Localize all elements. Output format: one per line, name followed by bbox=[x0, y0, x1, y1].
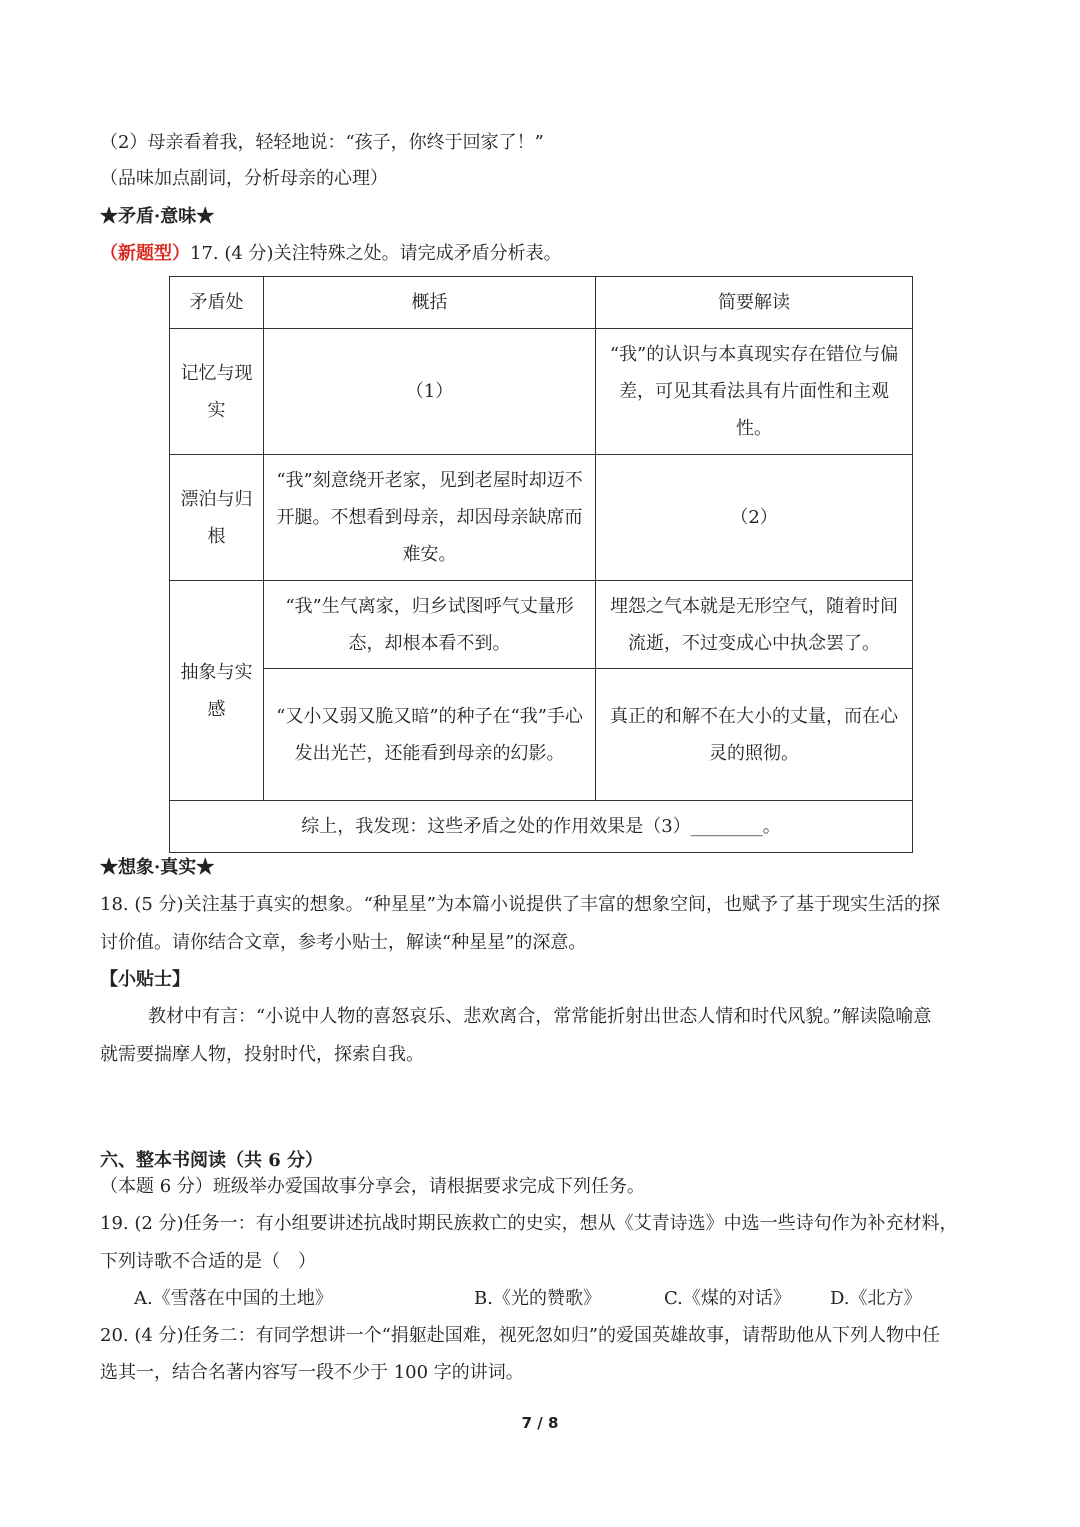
q19-option-c: C.《煤的对话》 bbox=[664, 1288, 791, 1309]
new-question-tag: （新题型） bbox=[100, 243, 190, 264]
row-name-cell: 抽象与实感 bbox=[170, 581, 264, 801]
q16-hint: （品味加点副词，分析母亲的心理） bbox=[100, 168, 388, 189]
table-row bbox=[170, 455, 913, 581]
q19-line1: 19. (2 分)任务一：有小组要讲述抗战时期民族救亡的史实，想从《艾青诗选》中选一些诗句作为补充材料， bbox=[100, 1213, 958, 1234]
row-name-cell: 记忆与现实 bbox=[170, 329, 264, 455]
section6-title: 六、整本书阅读（共 6 分） bbox=[100, 1150, 324, 1171]
contradiction-table bbox=[169, 276, 913, 853]
table-row bbox=[170, 669, 913, 801]
q20-line2: 选其一，结合名著内容写一段不少于 100 字的讲词。 bbox=[100, 1362, 524, 1383]
header-cell: 矛盾处 bbox=[170, 277, 264, 329]
q18-line2: 讨价值。请你结合文章，参考小贴士，解读“种星星”的深意。 bbox=[100, 932, 587, 953]
section-imagination-heading: ★想象·真实★ bbox=[100, 857, 215, 878]
header-cell: 简要解读 bbox=[596, 277, 913, 329]
header-cell: 概括 bbox=[263, 277, 595, 329]
reading-cell: 真正的和解不在大小的丈量，而在心灵的照彻。 bbox=[596, 669, 913, 801]
table-row bbox=[170, 329, 913, 455]
summary-cell: “又小又弱又脆又暗”的种子在“我”手心发出光芒，还能看到母亲的幻影。 bbox=[263, 669, 595, 801]
q18-line1: 18. (5 分)关注基于真实的想象。“种星星”为本篇小说提供了丰富的想象空间，也赋予了基于现实生活的探 bbox=[100, 894, 940, 915]
q16-item2: （2）母亲看着我，轻轻地说：“孩子，你终于回家了！” bbox=[100, 132, 544, 153]
page-number: 7 / 8 bbox=[521, 1414, 559, 1432]
q20-line1: 20. (4 分)任务二：有同学想讲一个“捐躯赴国难，视死忽如归”的爱国英雄故事，请帮助他从下列人物中任 bbox=[100, 1325, 940, 1346]
summary-cell: “我”生气离家，归乡试图呼气丈量形态，却根本看不到。 bbox=[263, 581, 595, 669]
q19-option-d: D.《北方》 bbox=[830, 1288, 922, 1309]
section-contradiction-heading: ★矛盾·意味★ bbox=[100, 206, 215, 227]
section6-intro: （本题 6 分）班级举办爱国故事分享会，请根据要求完成下列任务。 bbox=[100, 1176, 645, 1197]
reading-answer-slot: （2） bbox=[596, 455, 913, 581]
q17-question bbox=[100, 241, 562, 267]
q19-option-a: A.《雪落在中国的土地》 bbox=[134, 1288, 333, 1309]
q19-option-b: B.《光的赞歌》 bbox=[474, 1288, 601, 1309]
tip-title: 【小贴士】 bbox=[100, 969, 190, 990]
reading-cell: “我”的认识与本真现实存在错位与偏差，可见其看法具有片面性和主观性。 bbox=[596, 329, 913, 455]
table-footer: 综上，我发现：这些矛盾之处的作用效果是（3）________。 bbox=[170, 801, 913, 853]
table-footer-row bbox=[170, 801, 913, 853]
reading-cell: 埋怨之气本就是无形空气，随着时间流逝，不过变成心中执念罢了。 bbox=[596, 581, 913, 669]
q17-text: 17. (4 分)关注特殊之处。请完成矛盾分析表。 bbox=[190, 243, 562, 264]
summary-answer-slot: （1） bbox=[263, 329, 595, 455]
q19-line2: 下列诗歌不合适的是（ ） bbox=[100, 1251, 316, 1272]
tip-line2: 就需要揣摩人物，投射时代，探索自我。 bbox=[100, 1044, 424, 1065]
tip-line1: 教材中有言：“小说中人物的喜怒哀乐、悲欢离合，常常能折射出世态人情和时代风貌。”解读隐喻意 bbox=[148, 1006, 932, 1027]
table-row bbox=[170, 581, 913, 669]
row-name-cell: 漂泊与归根 bbox=[170, 455, 264, 581]
summary-cell: “我”刻意绕开老家，见到老屋时却迈不开腿。不想看到母亲，却因母亲缺席而难安。 bbox=[263, 455, 595, 581]
table-header-row bbox=[170, 277, 913, 329]
